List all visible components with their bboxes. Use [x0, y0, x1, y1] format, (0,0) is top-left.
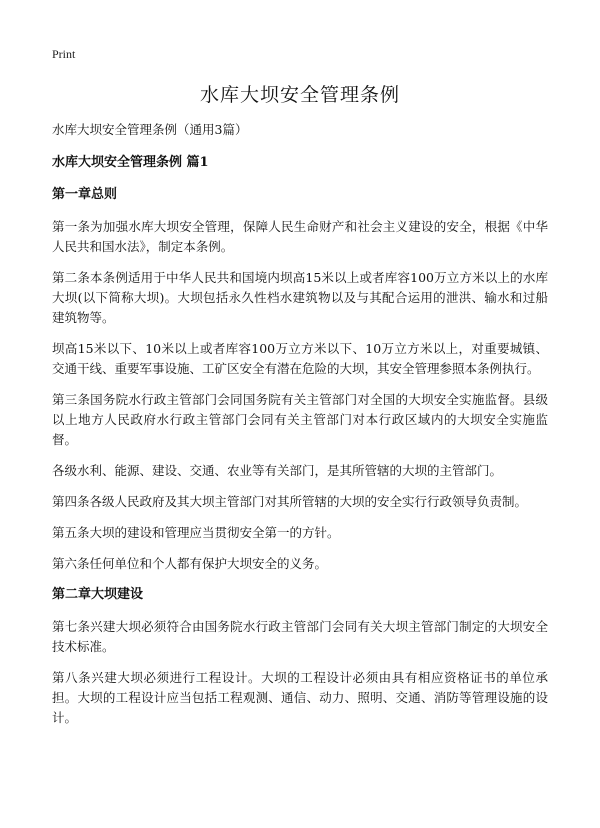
paragraph: 第八条兴建大坝必须进行工程设计。大坝的工程设计必须由具有相应资格证书的单位承担。大坝的工程设计应当包括工程观测、通信、动力、照明、交通、消防等管理设施的设计。	[52, 670, 548, 725]
paragraph: 坝高15米以下、10米以上或者库容100万立方米以下、10万立方米以上，对重要城镇、交通干线、重要军事设施、工矿区安全有潜在危险的大坝，其安全管理参照本条例执行。	[52, 341, 548, 376]
paragraph: 第四条各级人民政府及其大坝主管部门对其所管辖的大坝的安全实行行政领导负责制。	[52, 494, 528, 509]
paragraph: 第三条国务院水行政主管部门会同国务院有关主管部门对全国的大坝安全实施监督。县级以上地方人民政府水行政主管部门会同有关主管部门对本行政区域内的大坝安全实施监督。	[52, 392, 548, 447]
document-subtitle: 水库大坝安全管理条例（通用3篇）	[52, 122, 248, 137]
print-link[interactable]: Print	[52, 47, 76, 61]
paragraph: 第六条任何单位和个人都有保护大坝安全的义务。	[52, 556, 328, 571]
paragraph: 各级水利、能源、建设、交通、农业等有关部门，是其所管辖的大坝的主管部门。	[52, 463, 503, 478]
page-title: 水库大坝安全管理条例	[199, 84, 400, 106]
paragraph: 第七条兴建大坝必须符合由国务院水行政主管部门会同有关大坝主管部门制定的大坝安全技术标准。	[52, 619, 548, 654]
chapter-heading-2: 第二章大坝建设	[52, 587, 144, 602]
paragraph: 第一条为加强水库大坝安全管理，保障人民生命财产和社会主义建设的安全，根据《中华人民共和国水法》，制定本条例。	[52, 219, 548, 254]
chapter-heading-1: 第一章总则	[52, 187, 118, 202]
paragraph: 第二条本条例适用于中华人民共和国境内坝高15米以上或者库容100万立方米以上的水库大坝(以下简称大坝)。大坝包括永久性档水建筑物以及与其配合运用的泄洪、输水和过船建筑物等。	[52, 270, 548, 325]
section-heading: 水库大坝安全管理条例 篇1	[52, 155, 209, 170]
document-body	[52, 120, 548, 739]
paragraph: 第五条大坝的建设和管理应当贯彻安全第一的方针。	[52, 525, 340, 540]
